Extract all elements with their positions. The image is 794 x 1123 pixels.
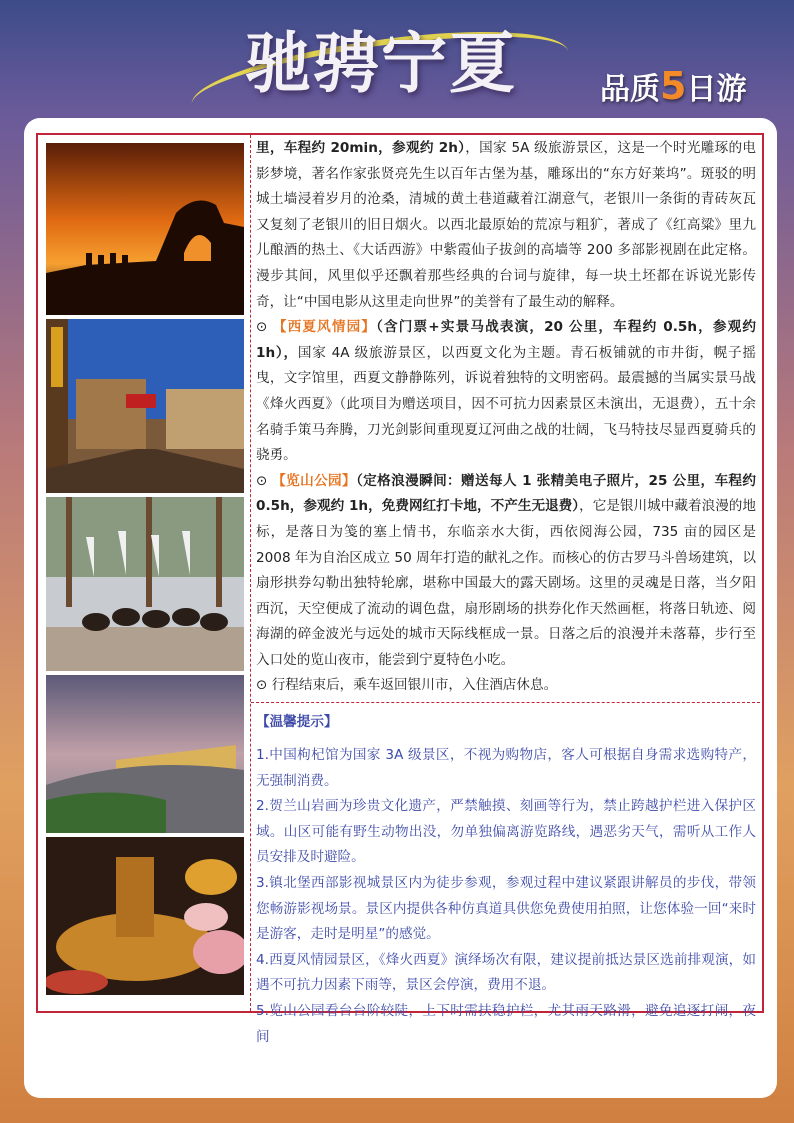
page-title: 驰骋宁夏 bbox=[245, 24, 517, 102]
p3-name: 【览山公园】 bbox=[272, 472, 356, 489]
subtitle-post: 日游 bbox=[686, 72, 747, 107]
tip-item: 2.贺兰山岩画为珍贵文化遗产，严禁触摸、刻画等行为，禁止跨越护栏进入保护区域。山区可能有野生动物出没，勿单独偏离游览路线，遇恶劣天气，需听从工作人员安排及时避险。 bbox=[256, 798, 756, 866]
p1-highlight: 里，车程约 20min，参观约 2h） bbox=[256, 140, 466, 156]
photo-roman-arena bbox=[46, 675, 244, 833]
p2-highlight: （含门票+实景马战表演，20 公里，车程约 0.5h，参观约 1h）， bbox=[256, 319, 756, 361]
photo-column bbox=[46, 143, 244, 999]
tip-item: 3.镇北堡西部影视城景区内为徒步参观，参观过程中建议紧跟讲解员的步伐，带领您畅游影视场景。景区内提供各种仿真道具供您免费使用拍照，让您体验一回“来时是游客，走时是明星”的感觉。 bbox=[256, 875, 756, 943]
subtitle-pre: 品质 bbox=[600, 72, 660, 107]
itinerary-text bbox=[256, 136, 756, 1050]
p3-body: ，它是银川城中藏着浪漫的地标，是落日为笺的塞上情书，东临亲水大街，西依阅海公园，735 亩的园区是 2008 年为自治区成立 50 周年打造的献礼之作。而核心的仿古罗马斗兽场建筑，以扇形拱券勾勒出独特轮廓，堪称中国最大的露天剧场。这里的灵魂是日落，当夕阳西沉，天空便成了流动的调色盘，扇形剧场的拱券化作天然画框，将落日轨迹、阅海湖的碎金波光与远处的城市天际线框成一景。日落之后的浪漫并未落幕，步行至入口处的览山夜市，能尝到宁夏特色小吃。 bbox=[256, 498, 757, 668]
bullet-icon: ⊙ bbox=[256, 319, 268, 336]
p1-body: ，国家 5A 级旅游景区，这是一个时光雕琢的电影梦境，著名作家张贤亮先生以百年古堡为基，雕琢出的“东方好莱坞”。斑驳的明城土墙浸着岁月的沧桑，清城的黄土巷道藏着江湖意气，老银川一条街的青砖灰瓦又复刻了老银川的旧日烟火。以西北最原始的荒凉与粗犷，著成了《红高粱》里九儿酿酒的热土、《大话西游》中紫霞仙子拔剑的高墙等 200 多部影视剧在此定格。漫步其间，风里似乎还飘着那些经典的台词与旋律，每一块土坯都在诉说光影传奇，让“中国电影从这里走向世界”的美誉有了最生动的解释。 bbox=[256, 140, 756, 310]
p2-body: 国家 4A 级旅游景区，以西夏文化为主题。青石板铺就的市井街，幌子摇曳，文字馆里，西夏文静静陈列，诉说着独特的文明密码。最震撼的当属实景马战《烽火西夏》（此项目为赠送项目，因不可抗力因素景区未演出，无退费），五十余名骑手策马奔腾，刀光剑影间重现夏辽河曲之战的壮阔，飞马特技尽显西夏骑兵的骁勇。 bbox=[256, 344, 756, 464]
tip-item: 4.西夏风情园景区，《烽火西夏》演绎场次有限，建议提前抵达景区选前排观演，如遇不可抗力因素下雨等，景区会停演，费用不退。 bbox=[256, 951, 756, 994]
section-divider bbox=[251, 702, 760, 703]
header bbox=[0, 0, 794, 120]
photo-film-town-street bbox=[46, 319, 244, 493]
paragraph-xixia-park bbox=[256, 315, 756, 469]
bullet-icon: ⊙ bbox=[256, 472, 268, 489]
photo-fort-sunset bbox=[46, 143, 244, 315]
paragraph-film-city bbox=[256, 136, 756, 315]
paragraph-lanshan-park bbox=[256, 469, 756, 674]
paragraph-return: ⊙ 行程结束后，乘车返回银川市，入住酒店休息。 bbox=[256, 677, 558, 694]
tips-title: 【温馨提示】 bbox=[256, 714, 338, 731]
p2-name: 【西夏风情园】 bbox=[272, 319, 377, 336]
tip-item: 1.中国枸杞馆为国家 3A 级景区，不视为购物店，客人可根据自身需求选购特产，无强制消费。 bbox=[256, 747, 756, 789]
tip-item: 5.览山公园看台台阶较陡，上下时需扶稳护栏，尤其雨天路滑，避免追逐打闹，夜间 bbox=[256, 1003, 756, 1045]
column-divider bbox=[250, 135, 251, 1011]
photo-hotpot bbox=[46, 837, 244, 995]
page-subtitle bbox=[600, 64, 746, 108]
photo-cavalry-show bbox=[46, 497, 244, 671]
p3-highlight: （定格浪漫瞬间：赠送每人 1 张精美电子照片，25 公里，车程约 0.5h，参观约 1h，免费网红打卡地，不产生无退费） bbox=[256, 472, 757, 515]
subtitle-number: 5 bbox=[660, 64, 687, 108]
